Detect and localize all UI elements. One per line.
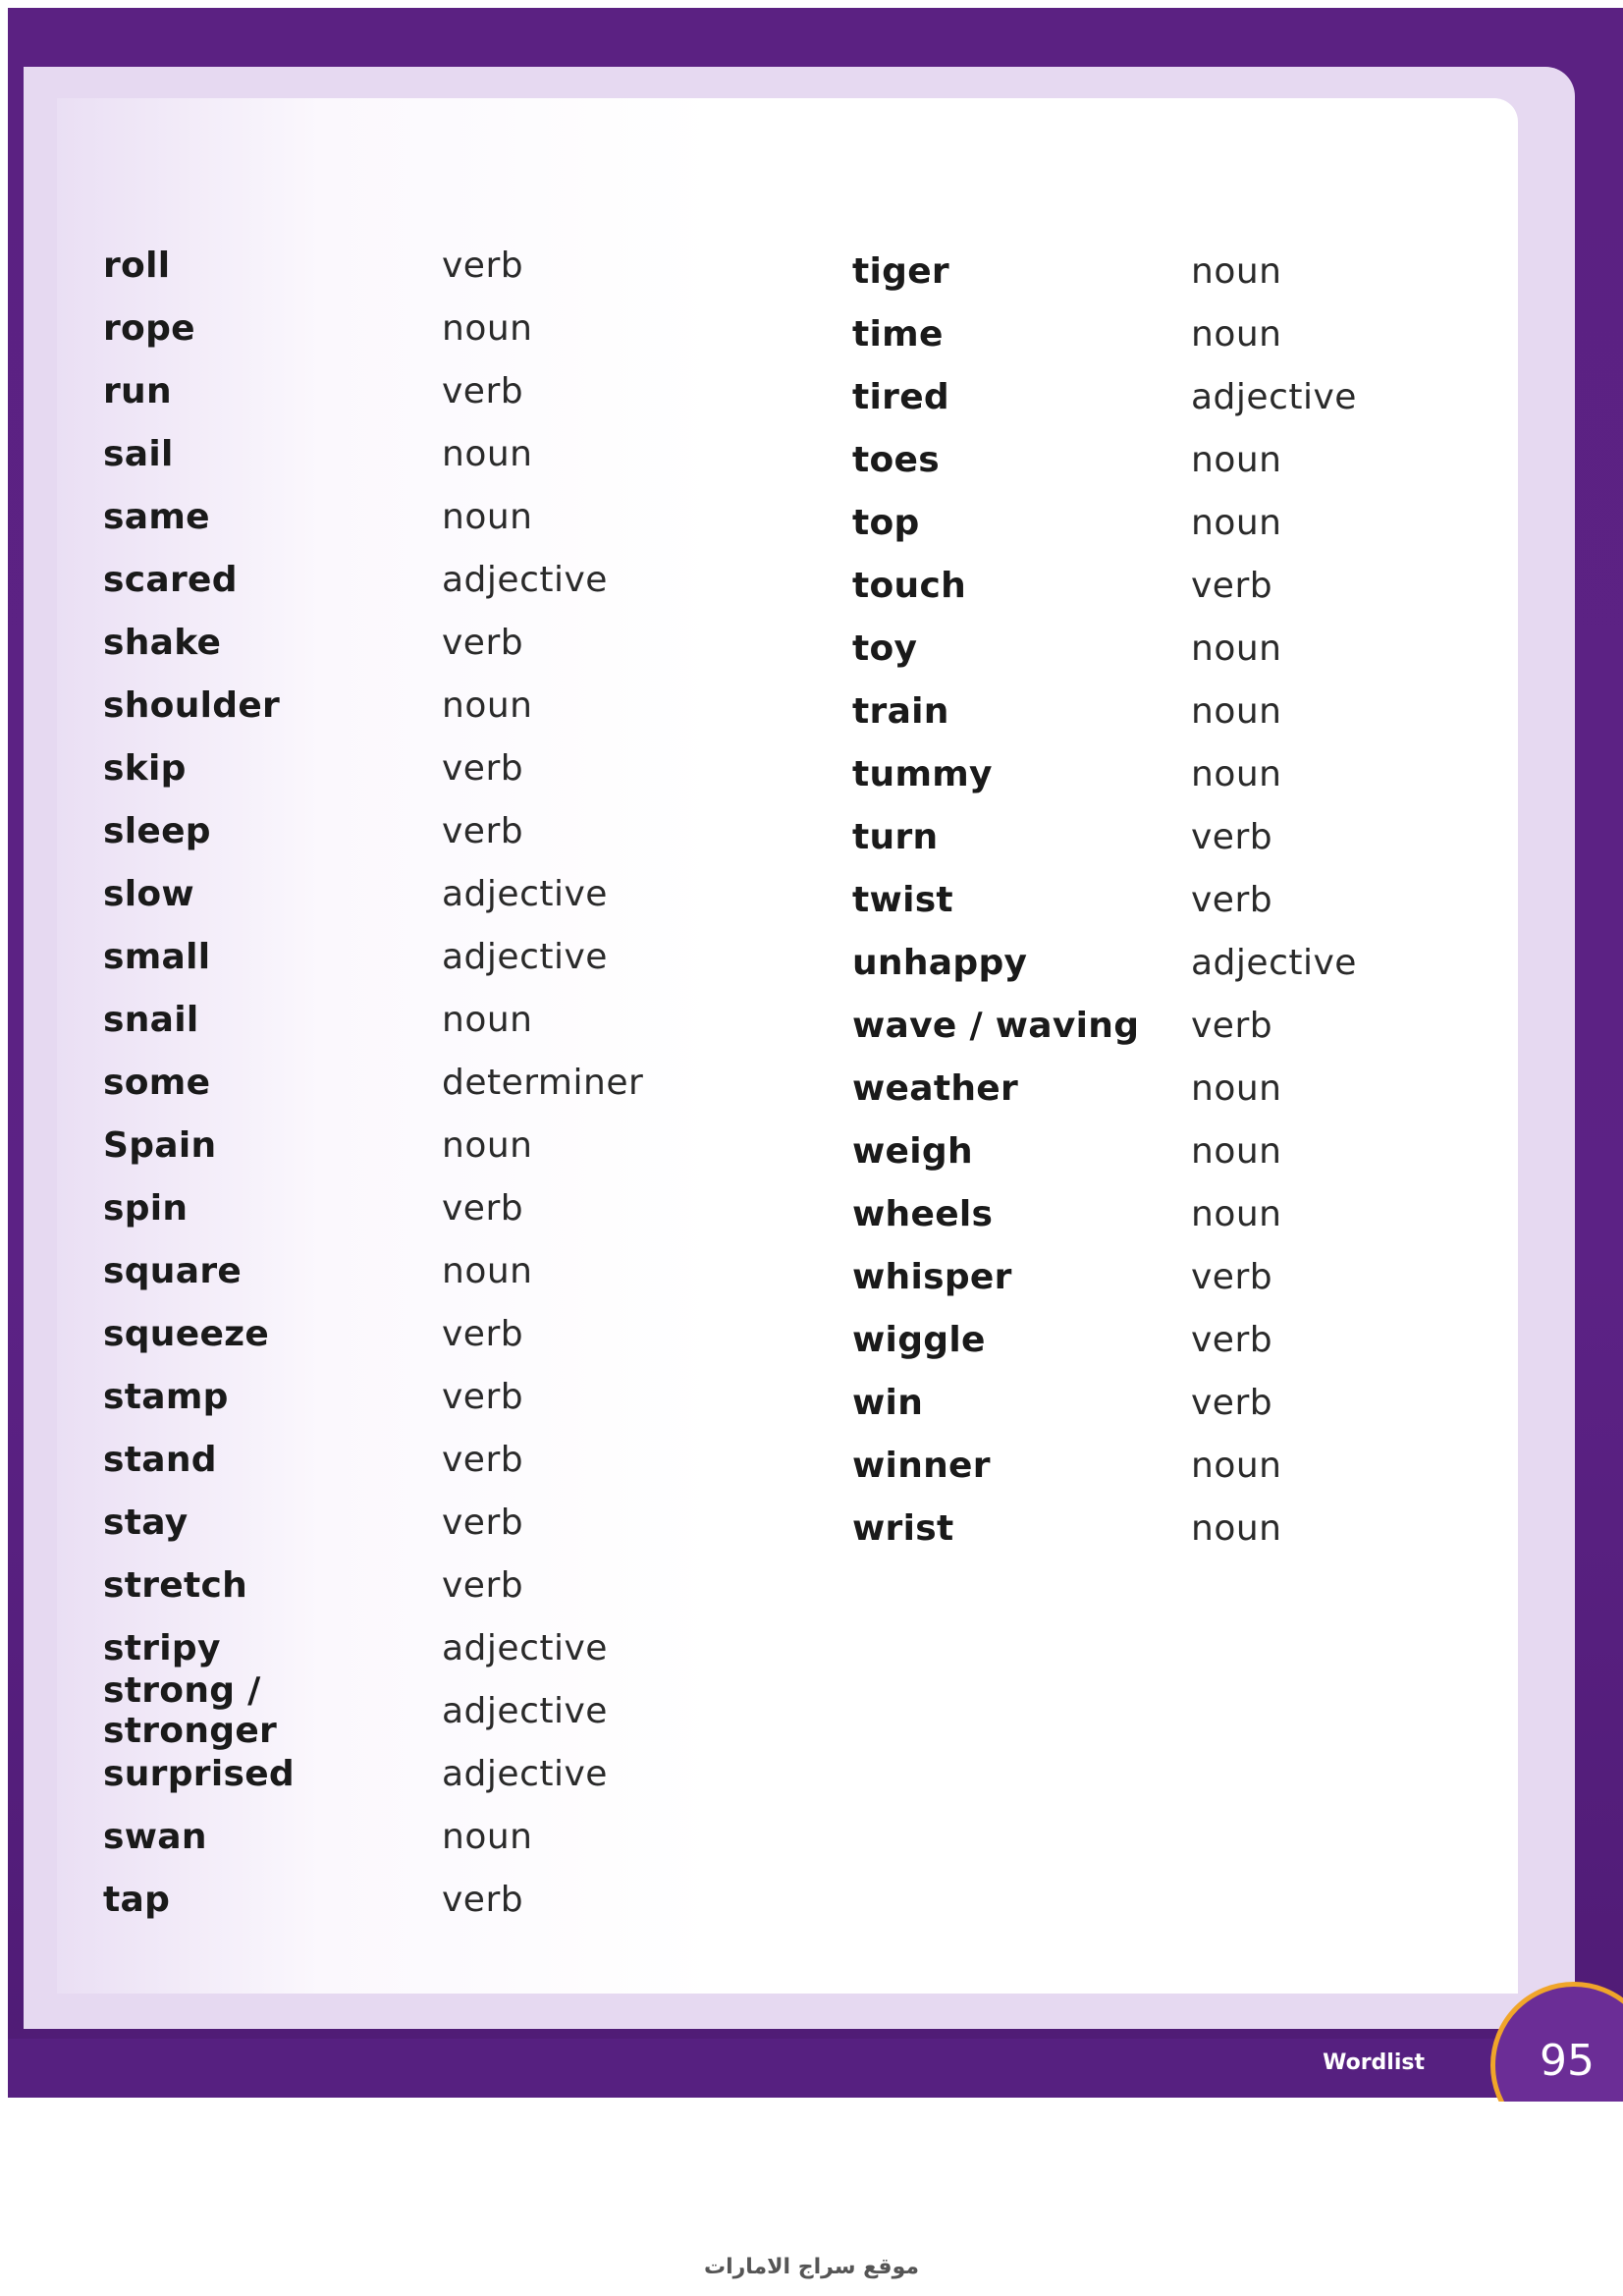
part-of-speech: verb xyxy=(442,622,524,663)
wordlist-row xyxy=(103,1805,790,1868)
wordlist-row xyxy=(852,365,1540,428)
wordlist-row xyxy=(103,297,790,359)
wordlist-row xyxy=(852,1308,1540,1371)
wordlist-row xyxy=(852,931,1540,994)
word-term: slow xyxy=(103,873,194,914)
wordlist-row xyxy=(852,428,1540,491)
wordlist-row xyxy=(852,1371,1540,1434)
wordlist-row xyxy=(103,611,790,674)
part-of-speech: verb xyxy=(442,1879,524,1920)
word-term: wheels xyxy=(852,1193,994,1234)
part-of-speech: adjective xyxy=(442,873,608,914)
wordlist-row xyxy=(852,1057,1540,1120)
wordlist-row xyxy=(103,1670,790,1751)
word-term: same xyxy=(103,496,210,537)
word-term: run xyxy=(103,370,172,411)
part-of-speech: determiner xyxy=(442,1062,644,1103)
word-term: small xyxy=(103,936,211,977)
wordlist-row xyxy=(103,862,790,925)
part-of-speech: verb xyxy=(1191,1382,1273,1423)
part-of-speech: noun xyxy=(1191,1130,1282,1172)
word-term: swan xyxy=(103,1816,207,1857)
part-of-speech: verb xyxy=(1191,1005,1273,1046)
part-of-speech: verb xyxy=(442,1376,524,1417)
word-term: squeeze xyxy=(103,1313,270,1354)
wordlist-row xyxy=(852,554,1540,617)
wordlist-row xyxy=(103,925,790,988)
word-term: stamp xyxy=(103,1376,229,1417)
part-of-speech: adjective xyxy=(442,1690,608,1731)
word-term: whisper xyxy=(852,1256,1012,1297)
part-of-speech: noun xyxy=(1191,250,1282,292)
part-of-speech: noun xyxy=(1191,313,1282,355)
part-of-speech: verb xyxy=(442,810,524,851)
wordlist-row xyxy=(103,799,790,862)
wordlist-row xyxy=(103,1239,790,1302)
part-of-speech: noun xyxy=(1191,1193,1282,1234)
wordlist-row xyxy=(103,548,790,611)
wordlist-row xyxy=(103,359,790,422)
part-of-speech: noun xyxy=(442,684,533,726)
wordlist-row xyxy=(103,1742,790,1805)
word-term: skip xyxy=(103,747,187,789)
wordlist-row xyxy=(103,1365,790,1428)
part-of-speech: verb xyxy=(1191,879,1273,920)
wordlist-row xyxy=(103,1302,790,1365)
part-of-speech: verb xyxy=(442,1439,524,1480)
word-term: touch xyxy=(852,565,967,606)
wordlist-row xyxy=(852,240,1540,302)
part-of-speech: noun xyxy=(442,999,533,1040)
word-term: win xyxy=(852,1382,924,1423)
wordlist-left-column xyxy=(103,234,790,1931)
part-of-speech: verb xyxy=(442,370,524,411)
wordlist-row xyxy=(103,988,790,1051)
part-of-speech: adjective xyxy=(442,559,608,600)
word-term: stand xyxy=(103,1439,217,1480)
word-term: square xyxy=(103,1250,243,1291)
word-term: scared xyxy=(103,559,238,600)
wordlist-row xyxy=(852,1434,1540,1497)
word-term: stretch xyxy=(103,1564,248,1606)
part-of-speech: verb xyxy=(1191,816,1273,857)
wordlist-row xyxy=(103,234,790,297)
word-term: roll xyxy=(103,245,171,286)
word-term: spin xyxy=(103,1187,189,1229)
wordlist-row xyxy=(852,742,1540,805)
part-of-speech: verb xyxy=(442,1313,524,1354)
wordlist-row xyxy=(852,1120,1540,1182)
section-label: Wordlist xyxy=(1323,2050,1425,2075)
part-of-speech: verb xyxy=(442,1502,524,1543)
part-of-speech: verb xyxy=(1191,1256,1273,1297)
part-of-speech: verb xyxy=(442,747,524,789)
word-term: unhappy xyxy=(852,942,1028,983)
part-of-speech: noun xyxy=(1191,628,1282,669)
word-term: toy xyxy=(852,628,918,669)
wordlist-row xyxy=(852,680,1540,742)
word-term: stripy xyxy=(103,1627,221,1668)
wordlist-row xyxy=(852,805,1540,868)
part-of-speech: verb xyxy=(442,1564,524,1606)
wordlist-row xyxy=(852,1497,1540,1559)
word-term: Spain xyxy=(103,1124,217,1166)
part-of-speech: verb xyxy=(1191,1319,1273,1360)
word-term: train xyxy=(852,690,949,732)
wordlist-right-column xyxy=(852,240,1540,1559)
part-of-speech: adjective xyxy=(1191,376,1357,417)
part-of-speech: verb xyxy=(442,245,524,286)
word-term: shake xyxy=(103,622,222,663)
word-term: shoulder xyxy=(103,684,281,726)
part-of-speech: noun xyxy=(1191,1445,1282,1486)
word-term: tired xyxy=(852,376,949,417)
wordlist-row xyxy=(852,302,1540,365)
wordlist-row xyxy=(852,868,1540,931)
part-of-speech: noun xyxy=(1191,1507,1282,1549)
wordlist-row xyxy=(103,737,790,799)
word-term: snail xyxy=(103,999,199,1040)
part-of-speech: adjective xyxy=(442,936,608,977)
part-of-speech: noun xyxy=(442,433,533,474)
part-of-speech: noun xyxy=(442,1250,533,1291)
part-of-speech: verb xyxy=(1191,565,1273,606)
watermark-caption: موقع سراج الامارات xyxy=(703,2255,919,2279)
word-term: top xyxy=(852,502,920,543)
word-term: weather xyxy=(852,1067,1019,1109)
wordlist-row xyxy=(852,1245,1540,1308)
part-of-speech: adjective xyxy=(1191,942,1357,983)
wordlist-row xyxy=(103,1554,790,1616)
wordlist-row xyxy=(103,1428,790,1491)
word-term: twist xyxy=(852,879,953,920)
wordlist-row xyxy=(103,422,790,485)
word-term: surprised xyxy=(103,1753,295,1794)
word-term: tap xyxy=(103,1879,171,1920)
word-term: wiggle xyxy=(852,1319,986,1360)
word-term: turn xyxy=(852,816,939,857)
part-of-speech: noun xyxy=(442,1124,533,1166)
part-of-speech: verb xyxy=(442,1187,524,1229)
word-term: wrist xyxy=(852,1507,954,1549)
word-term: rope xyxy=(103,307,195,349)
word-term: toes xyxy=(852,439,940,480)
part-of-speech: noun xyxy=(1191,439,1282,480)
part-of-speech: noun xyxy=(1191,502,1282,543)
wordlist-row xyxy=(103,1868,790,1931)
wordlist-row xyxy=(103,1114,790,1176)
word-term: tummy xyxy=(852,753,993,794)
part-of-speech: noun xyxy=(1191,1067,1282,1109)
wordlist-row xyxy=(103,1051,790,1114)
word-term: weigh xyxy=(852,1130,973,1172)
wordlist-row xyxy=(852,994,1540,1057)
wordlist-row xyxy=(852,1182,1540,1245)
wordlist-row xyxy=(103,674,790,737)
word-term: tiger xyxy=(852,250,949,292)
part-of-speech: noun xyxy=(1191,753,1282,794)
word-term: some xyxy=(103,1062,211,1103)
wordlist-row xyxy=(103,1491,790,1554)
part-of-speech: noun xyxy=(442,496,533,537)
word-term: sleep xyxy=(103,810,211,851)
word-term: strong / stronger xyxy=(103,1670,278,1751)
part-of-speech: noun xyxy=(442,307,533,349)
word-term: stay xyxy=(103,1502,189,1543)
wordlist-row xyxy=(852,491,1540,554)
word-term: sail xyxy=(103,433,174,474)
word-term: wave / waving xyxy=(852,1005,1140,1046)
part-of-speech: noun xyxy=(1191,690,1282,732)
wordlist-row xyxy=(103,485,790,548)
wordlist-row xyxy=(852,617,1540,680)
wordlist-row xyxy=(103,1176,790,1239)
word-term: winner xyxy=(852,1445,991,1486)
part-of-speech: adjective xyxy=(442,1753,608,1794)
part-of-speech: adjective xyxy=(442,1627,608,1668)
word-term: time xyxy=(852,313,944,355)
part-of-speech: noun xyxy=(442,1816,533,1857)
page-number: 95 xyxy=(1540,2036,1595,2086)
